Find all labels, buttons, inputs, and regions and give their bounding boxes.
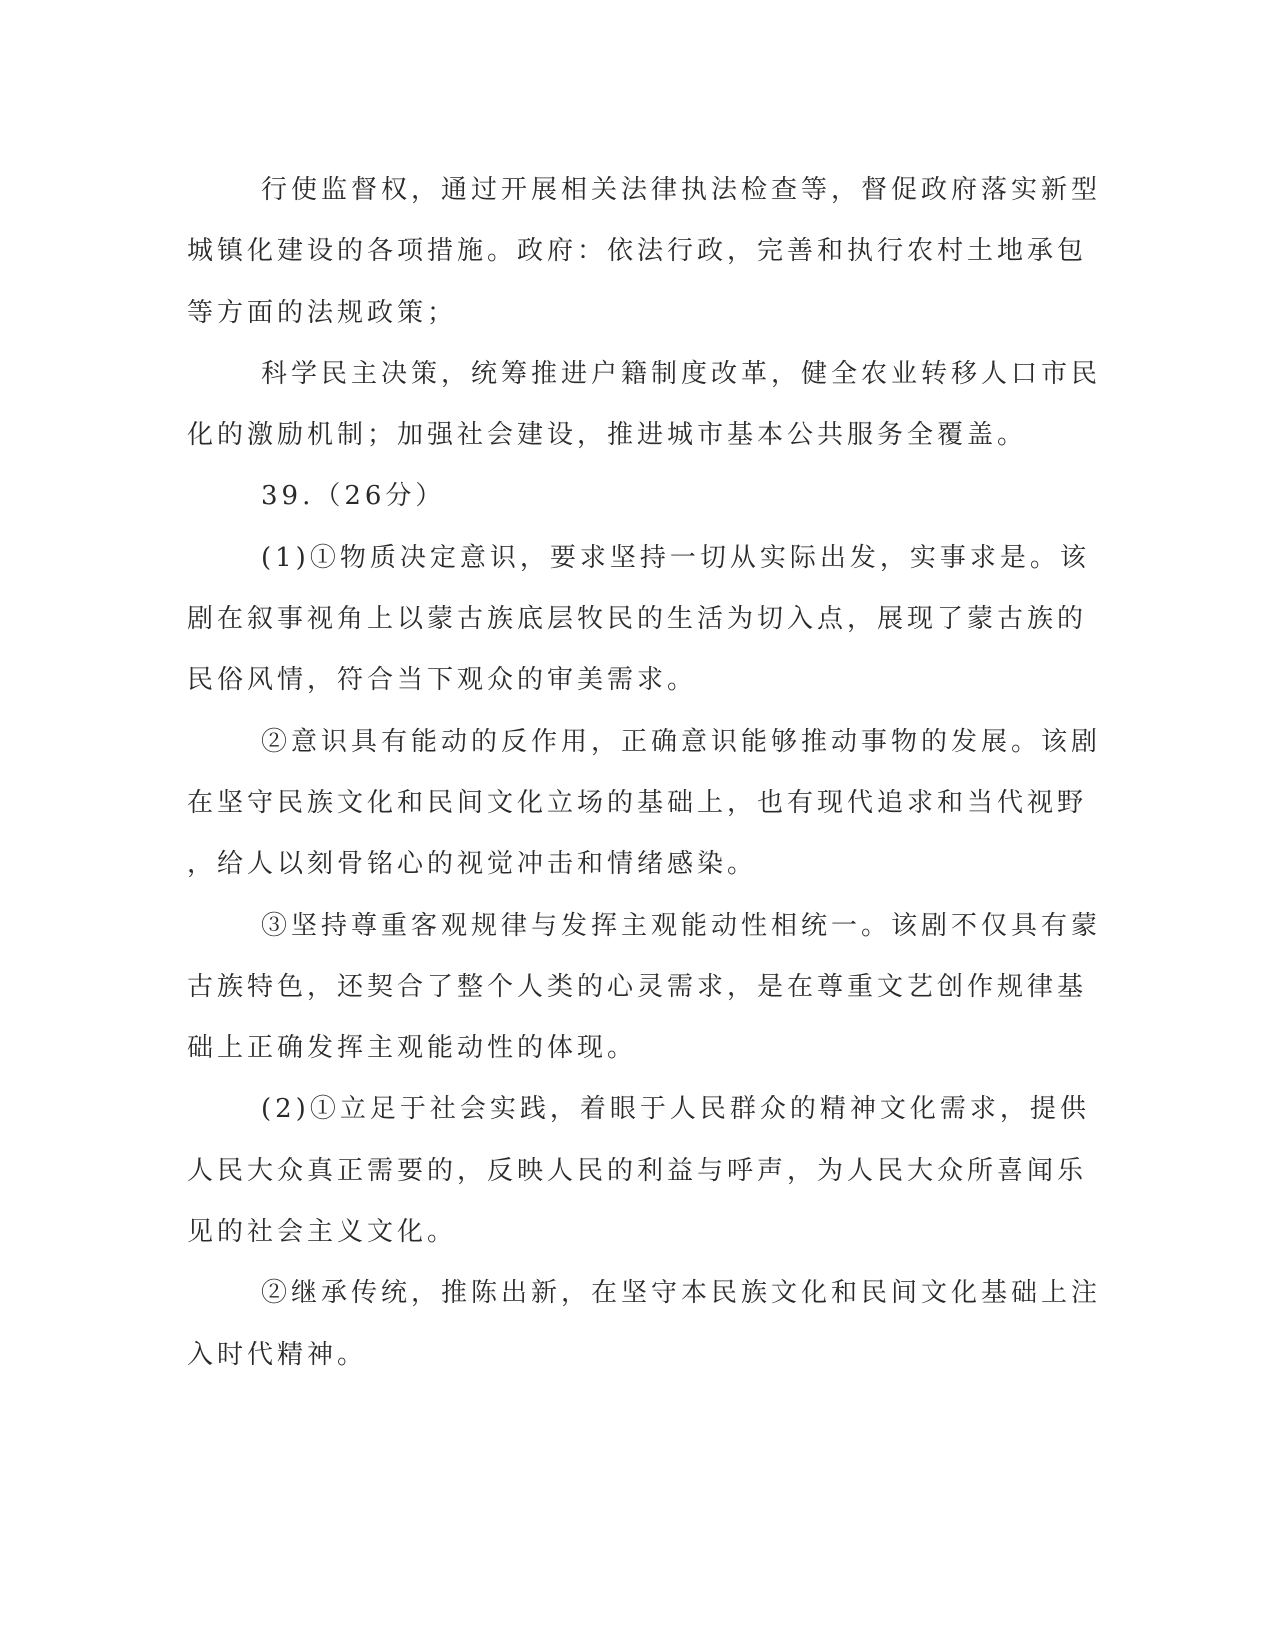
text-line: 化的激励机制；加强社会建设，推进城市基本公共服务全覆盖。 [187,420,1028,451]
question-number: 39.（26分） [261,481,446,512]
text-line: ，给人以刻骨铭心的视觉冲击和情绪感染。 [187,849,758,880]
text-line: ②意识具有能动的反作用，正确意识能够推动事物的发展。该剧 [261,726,1102,757]
text-line: 入时代精神。 [187,1339,368,1370]
text-line: (1)①物质决定意识，要求坚持一切从实际出发，实事求是。该 [261,542,1090,573]
text-line: 见的社会主义文化。 [187,1217,458,1248]
text-line: ②继承传统，推陈出新，在坚守本民族文化和民间文化基础上注 [261,1278,1102,1309]
text-line: 剧在叙事视角上以蒙古族底层牧民的生活为切入点，展现了蒙古族的 [187,604,1088,635]
text-line: ③坚持尊重客观规律与发挥主观能动性相统一。该剧不仅具有蒙 [261,910,1102,941]
text-line: 在坚守民族文化和民间文化立场的基础上，也有现代追求和当代视野 [187,787,1088,818]
text-line: 础上正确发挥主观能动性的体现。 [187,1033,638,1064]
text-line: 行使监督权，通过开展相关法律执法检查等，督促政府落实新型 [261,175,1102,205]
text-line: 科学民主决策，统筹推进户籍制度改革，健全农业转移人口市民 [261,358,1102,389]
text-line: 人民大众真正需要的，反映人民的利益与呼声，为人民大众所喜闻乐 [187,1155,1088,1186]
text-line: 等方面的法规政策； [187,297,458,328]
text-line: (2)①立足于社会实践，着眼于人民群众的精神文化需求，提供 [261,1094,1090,1125]
text-line: 城镇化建设的各项措施。政府：依法行政，完善和执行农村土地承包 [187,236,1088,267]
text-line: 古族特色，还契合了整个人类的心灵需求，是在尊重文艺创作规律基 [187,971,1088,1002]
text-line: 民俗风情，符合当下观众的审美需求。 [187,665,698,696]
document-body [187,160,1102,1386]
